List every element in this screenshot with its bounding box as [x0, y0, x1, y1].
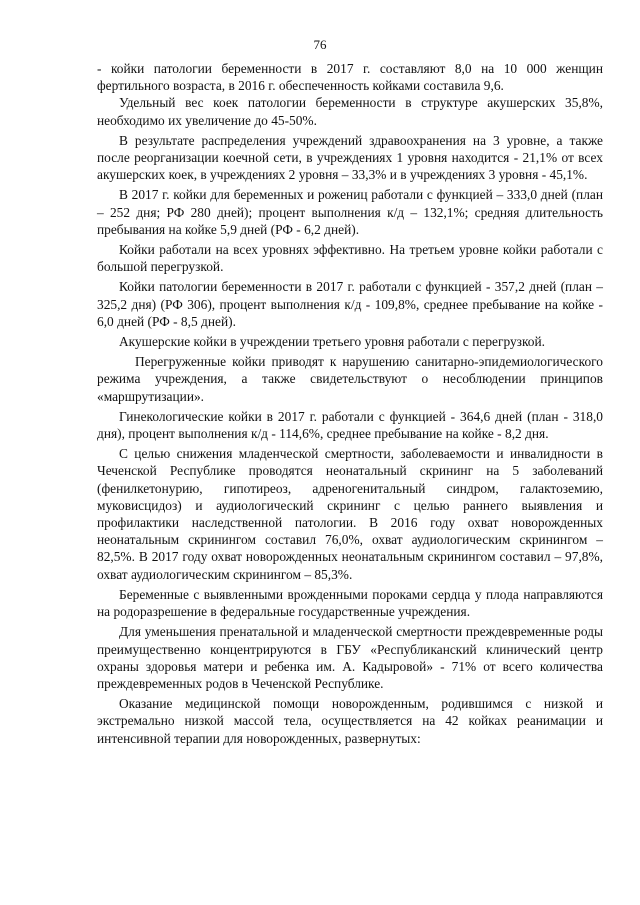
paragraph: Удельный вес коек патологии беременности в структуре акушерских 35,8%, необходимо их увеличение до 45-50%.	[97, 95, 603, 128]
paragraph: С целью снижения младенческой смертности, заболеваемости и инвалидности в Чеченской Республике проводятся неонатальный скрининг на 5 заболеваний (фенилкетонурию, гипотиреоз, адреногенитальный синдром, галактоземию, муковисцидоз) и аудиологический скрининг с целью раннего выявления и профилактики наследственной патологии. В 2016 году охват новорожденных неонатальным скринингом составил 76,0%, охват аудиологическим скринингом – 82,5%. В 2017 году охват новорожденных неонатальным скринингом составил – 97,8%, охват аудиологическим скринингом – 85,3%.	[97, 446, 603, 582]
paragraph: В 2017 г. койки для беременных и рожениц работали с функцией – 333,0 дней (план – 252 дня; РФ 280 дней); процент выполнения к/д – 132,1%; средняя длительность пребывания на койке 5,9 дней (РФ - 6,2 дней).	[97, 187, 603, 237]
paragraph: В результате распределения учреждений здравоохранения на 3 уровне, а также после реорганизации коечной сети, в учреждениях 1 уровня находится - 21,1% от всех акушерских коек, в учреждениях 2 уровня – 33,3% и в учреждениях 3 уровня - 45,1%.	[97, 132, 603, 183]
paragraph: Койки патологии беременности в 2017 г. работали с функцией - 357,2 дней (план – 325,2 дня) (РФ 306), процент выполнения к/д - 109,8%, среднее пребывание на койке - 6,0 дней (РФ - 8,5 дней).	[97, 279, 603, 329]
paragraph: Оказание медицинской помощи новорожденным, родившимся с низкой и экстремально низкой массой тела, осуществляется на 42 койках реанимации и интенсивной терапии для новорожденных, развернутых:	[97, 696, 603, 746]
paragraph: Беременные с выявленными врожденными пороками сердца у плода направляются на родоразрешение в федеральные государственные учреждения.	[97, 586, 603, 620]
paragraph: Перегруженные койки приводят к нарушению санитарно-эпидемиологического режима учреждения, а также свидетельствуют о несоблюдении принципов «маршрутизации».	[97, 354, 603, 404]
page-body	[97, 60, 603, 747]
paragraph: Койки работали на всех уровнях эффективно. На третьем уровне койки работали с большой перегрузкой.	[97, 242, 603, 275]
page-number: 76	[313, 37, 327, 52]
paragraph: Для уменьшения пренатальной и младенческой смертности преждевременные роды преимущественно концентрируются в ГБУ «Республиканский клинический центр охраны здоровья матери и ребенка им. А. Кадыровой» - 71% от всего количества преждевременных родов в Чеченской Республике.	[97, 624, 603, 691]
paragraph: Гинекологические койки в 2017 г. работали с функцией - 364,6 дней (план - 318,0 дня), процент выполнения к/д - 114,6%, среднее пребывание на койке - 8,2 дня.	[97, 408, 603, 442]
paragraph: - койки патологии беременности в 2017 г. составляют 8,0 на 10 000 женщин фертильного возраста, в 2016 г. обеспеченность койками составила 9,6.	[97, 61, 603, 94]
paragraph: Акушерские койки в учреждении третьего уровня работали с перегрузкой.	[119, 334, 545, 350]
